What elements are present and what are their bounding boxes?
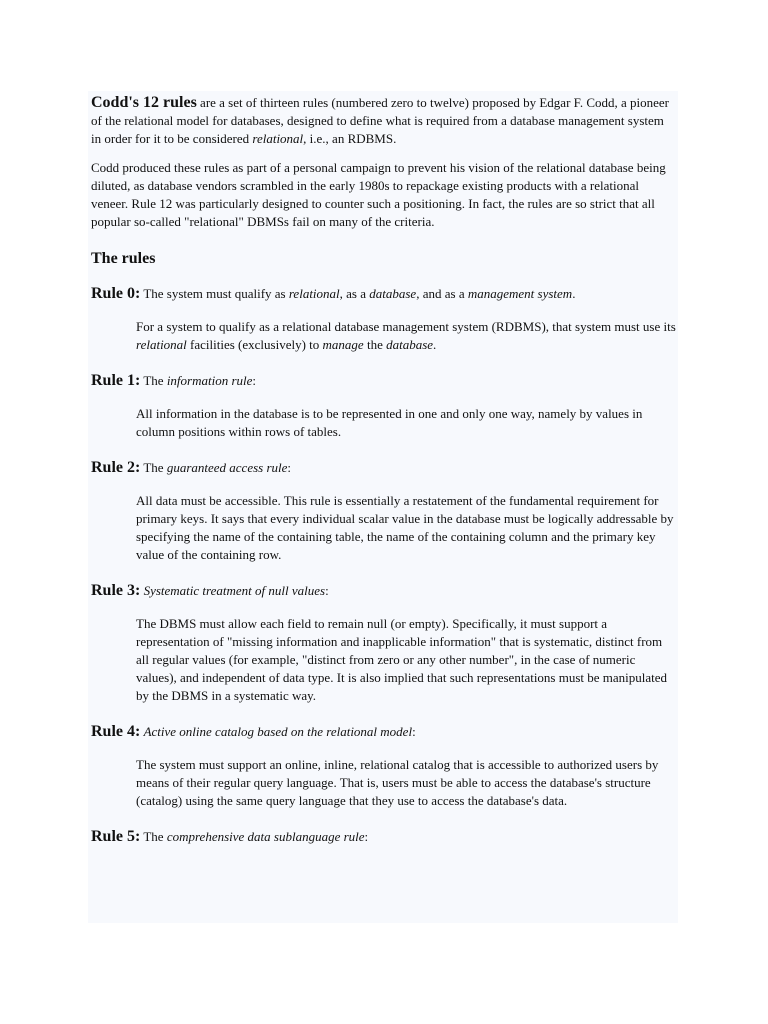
rule-heading-text: : [364,829,369,844]
document-page [88,91,678,923]
rule-2-heading [91,458,675,478]
rule-heading-emphasis: database [369,286,417,301]
rule-body-emphasis: manage [322,337,364,352]
document-content [91,91,675,847]
rule-heading-text: The system must qualify as [140,286,289,301]
rule-4-body: The system must support an online, inline, relational catalog that is accessible to authorized users by means of their regular query language. That is, users must be able to access the database's structure (catalog) using the same query language that they use to access the database's data. [136,757,659,808]
rule-1-heading [91,371,675,391]
rule-1-body: All information in the database is to be represented in one and only one way, namely by values in column positions within rows of tables. [136,406,643,439]
rule-heading-text: , and as a [416,286,468,301]
rule-heading-text: : [287,460,292,475]
rule-5-heading [91,827,675,847]
intro-emphasis: relational [252,131,304,146]
rule-label: Rule 3: [91,582,141,599]
rule-heading-emphasis: Systematic treatment of null values [143,583,326,598]
intro-paragraph [91,94,675,148]
rule-0-body [136,318,678,354]
rule-body-text: facilities (exclusively) to [186,337,323,352]
intro-text-a: are a set of thirteen rules (numbered zero to twelve) proposed by Edgar F. Codd, a pioneer of the relational model for databases, designed to define what is required from a database management system in order for it to be considered [91,95,670,146]
rule-heading-emphasis: management system [467,286,573,301]
rule-label: Rule 4: [91,723,141,740]
rule-heading-text: : [252,373,257,388]
rule-3-heading [91,581,675,601]
rule-body-text: the [363,337,387,352]
rule-heading-text: : [412,724,416,739]
rule-body-text: . [433,337,437,352]
rule-heading-emphasis: relational [288,286,340,301]
rule-heading-text: . [572,286,576,301]
rule-4-heading [91,722,675,742]
rule-heading-text: , as a [339,286,370,301]
intro-text-b: , i.e., an RDBMS. [303,131,397,146]
rule-heading-emphasis: information rule [166,373,253,388]
rule-heading-text: : [325,583,329,598]
rule-label: Rule 2: [91,459,141,476]
rule-label: Rule 0: [91,285,141,302]
rule-body-emphasis: relational [136,337,187,352]
rule-heading-text: The [140,373,167,388]
rule-label: Rule 5: [91,828,141,845]
rule-heading-text: The [140,460,167,475]
rule-0-heading [91,284,675,304]
section-heading: The rules [91,250,156,267]
rule-heading-emphasis: comprehensive data sublanguage rule [166,829,365,844]
rule-heading-emphasis: guaranteed access rule [166,460,288,475]
rule-heading-text: The [140,829,167,844]
rule-heading-emphasis: Active online catalog based on the relational model [143,724,413,739]
background-paragraph: Codd produced these rules as part of a personal campaign to prevent his vision of the relational database being diluted, as database vendors scrambled in the early 1980s to repackage existing products with a relational veneer. Rule 12 was particularly designed to counter such a positioning. In fact, the rules are so strict that all popular so-called "relational" DBMSs fail on many of the criteria. [91,160,666,229]
rule-3-body: The DBMS must allow each field to remain null (or empty). Specifically, it must support a representation of "missing information and inapplicable information" that is systematic, distinct from all regular values (for example, "distinct from zero or any other number", in the case of numeric values), and independent of data type. It is also implied that such representations must be manipulated by the DBMS in a systematic way. [136,616,668,703]
rule-body-text: For a system to qualify as a relational database management system (RDBMS), that system must use its [136,319,676,334]
rule-2-body: All data must be accessible. This rule is essentially a restatement of the fundamental requirement for primary keys. It says that every individual scalar value in the database must be logically addressable by specifying the name of the containing table, the name of the containing column and the primary key value of the containing row. [136,493,674,562]
rule-label: Rule 1: [91,372,141,389]
rule-body-emphasis: database [386,337,434,352]
document-title: Codd's 12 rules [91,94,197,111]
